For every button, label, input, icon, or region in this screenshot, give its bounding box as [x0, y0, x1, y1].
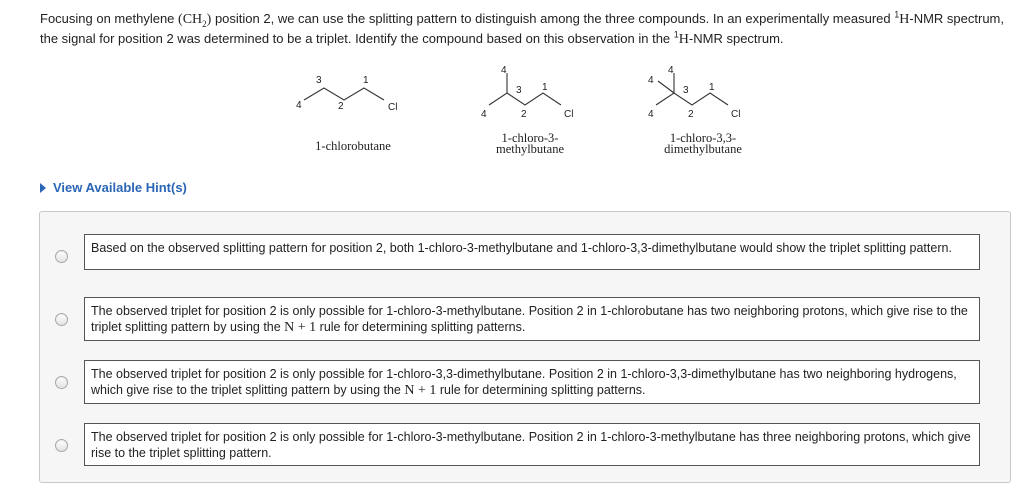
radio-choice-2[interactable]	[55, 313, 68, 326]
molecule-1-chloro-3-methylbutane	[475, 65, 595, 123]
structure-1-chloro-3-methylbutane-icon	[475, 65, 595, 123]
svg-text:2: 2	[521, 109, 527, 120]
question-text: Focusing on methylene $(CH_2)$ position 2, we can use the splitting pattern to distinguish among the three compounds. In an experimentally measured $^1$H-NMR spectrum, the signal for position 2 was determined to be a triplet. Identify the compound based on this observation in the $^1$H-NMR spectrum.	[40, 9, 1004, 47]
svg-text:1: 1	[363, 75, 369, 86]
radio-choice-3[interactable]	[55, 376, 68, 389]
svg-text:Cl: Cl	[564, 109, 574, 120]
molecule-1-chloro-3-3-dimethylbutane	[642, 65, 762, 123]
choice-1-text[interactable]: Based on the observed splitting pattern for position 2, both 1-chloro-3-methylbutane and 1-chloro-3,3-dimethylbutane would show the triplet splitting pattern.	[84, 234, 980, 270]
answer-choices-panel	[39, 211, 1011, 483]
svg-text:4: 4	[501, 65, 507, 76]
molecule-3-name: 1-chloro-3,3- dimethylbutane	[664, 131, 742, 156]
choice-3[interactable]	[40, 360, 1010, 420]
svg-text:4: 4	[668, 65, 674, 76]
radio-choice-4[interactable]	[55, 439, 68, 452]
svg-text:1: 1	[709, 82, 715, 93]
formula: $(CH_2)$	[178, 12, 212, 29]
molecule-1-name: 1-chlorobutane	[315, 139, 391, 153]
svg-text:1: 1	[542, 82, 548, 93]
radio-choice-1[interactable]	[55, 250, 68, 263]
molecule-2-name: 1-chloro-3- methylbutane	[495, 131, 565, 156]
view-hints-link[interactable]: View Available Hint(s)	[40, 180, 187, 195]
svg-text:4: 4	[481, 109, 487, 120]
svg-text:Cl: Cl	[731, 109, 741, 120]
choice-2[interactable]	[40, 297, 1010, 357]
choice-3-text[interactable]: The observed triplet for position 2 is only possible for 1-chloro-3,3-dimethylbutane. Position 2 in 1-chloro-3,3-dimethylbutane has two neighboring hydrogens, which give rise to the triplet splitting pattern by using the N + 1 rule for determining splitting patterns.	[84, 360, 980, 404]
svg-text:2: 2	[338, 101, 344, 112]
svg-text:3: 3	[516, 85, 522, 96]
svg-text:4: 4	[648, 75, 654, 86]
choice-1[interactable]	[40, 234, 1010, 294]
svg-text:3: 3	[316, 75, 322, 86]
choice-2-text[interactable]: The observed triplet for position 2 is only possible for 1-chloro-3-methylbutane. Position 2 in 1-chlorobutane has two neighboring protons, which give rise to the triplet splitting pattern by using the N + 1 rule for determining splitting patterns.	[84, 297, 980, 341]
svg-text:4: 4	[648, 109, 654, 120]
svg-text:3: 3	[683, 85, 689, 96]
structure-1-chlorobutane-icon	[290, 68, 410, 120]
structure-1-chloro-3-3-dimethylbutane-icon	[642, 65, 762, 123]
molecule-figures	[0, 60, 1024, 170]
molecule-1-chlorobutane	[290, 68, 410, 120]
expand-triangle-icon	[40, 183, 46, 193]
svg-text:2: 2	[688, 109, 694, 120]
svg-text:Cl: Cl	[388, 102, 398, 113]
choice-4[interactable]	[40, 423, 1010, 483]
svg-text:4: 4	[296, 100, 302, 111]
choice-4-text[interactable]: The observed triplet for position 2 is only possible for 1-chloro-3-methylbutane. Position 2 in 1-chloro-3-methylbutane has three neighboring protons, which give rise to the triplet splitting pattern.	[84, 423, 980, 466]
